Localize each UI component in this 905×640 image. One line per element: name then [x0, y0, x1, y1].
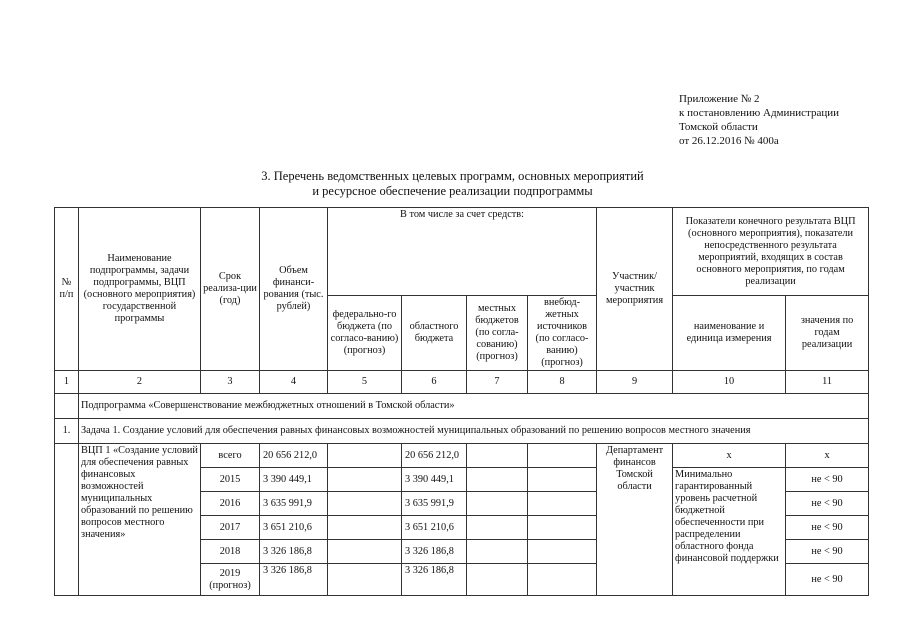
header-participant: Участник/ участник мероприятия	[597, 208, 673, 371]
col-number: 3	[201, 371, 260, 394]
row-volume: 3 390 449,1	[260, 468, 328, 492]
row-ind-value: х	[786, 444, 869, 468]
row-term: 2019 (прогноз)	[201, 564, 260, 596]
row-term: 2016	[201, 492, 260, 516]
row-ind-value: не < 90	[786, 468, 869, 492]
row-extra	[528, 492, 597, 516]
appendix-line: от 26.12.2016 № 400а	[679, 135, 779, 147]
vcp-num-cell	[55, 444, 79, 596]
task-num: 1.	[55, 419, 79, 444]
row-ind-value: не < 90	[786, 516, 869, 540]
document-title	[100, 169, 805, 199]
header-term: Срок реализа-ции (год)	[201, 208, 260, 371]
row-term: 2017	[201, 516, 260, 540]
vcp-participant: Департамент финансов Томской области	[597, 444, 673, 596]
vcp-indicator: Минимально гарантированный уровень расчетной бюджетной обеспеченности при распределении областного фонда финансовой поддержки	[673, 468, 786, 596]
header-ind-name: наименование и единица измерения	[673, 296, 786, 371]
col-number: 6	[402, 371, 467, 394]
row-regional: 3 390 449,1	[402, 468, 467, 492]
row-volume: 3 326 186,8	[260, 564, 328, 596]
row-regional: 3 635 991,9	[402, 492, 467, 516]
header-federal: федерально-го бюджета (по согласо-ванию) (прогноз)	[328, 296, 402, 371]
appendix-line: Приложение № 2	[679, 93, 760, 105]
row-federal	[328, 468, 402, 492]
row-local	[467, 468, 528, 492]
vcp-name: ВЦП 1 «Создание условий для обеспечения равных финансовых возможностей муниципальных образований по решению вопросов местного значения»	[79, 444, 201, 596]
row-federal	[328, 516, 402, 540]
row-federal	[328, 492, 402, 516]
col-number: 10	[673, 371, 786, 394]
row-regional: 3 326 186,8	[402, 540, 467, 564]
row-ind-value: не < 90	[786, 492, 869, 516]
subprogram-title: Подпрограмма «Совершенствование межбюджетных отношений в Томской области»	[79, 394, 869, 419]
row-regional: 3 326 186,8	[402, 564, 467, 596]
col-number: 4	[260, 371, 328, 394]
header-including: В том числе за счет средств:	[328, 208, 597, 296]
row-local	[467, 540, 528, 564]
appendix-line: к постановлению Администрации	[679, 107, 840, 119]
row-extra	[528, 540, 597, 564]
row-volume: 3 651 210,6	[260, 516, 328, 540]
row-ind-value: не < 90	[786, 540, 869, 564]
task-title: Задача 1. Создание условий для обеспечения равных финансовых возможностей муниципальных образований по решению вопросов местного значения	[79, 419, 869, 444]
col-number: 11	[786, 371, 869, 394]
row-extra	[528, 564, 597, 596]
row-extra	[528, 444, 597, 468]
programs-table	[54, 207, 869, 596]
row-regional: 20 656 212,0	[402, 444, 467, 468]
appendix-line: Томской области	[679, 121, 758, 133]
row-local	[467, 516, 528, 540]
row-term: 2015	[201, 468, 260, 492]
row-federal	[328, 564, 402, 596]
appendix-block	[679, 92, 839, 148]
row-local	[467, 564, 528, 596]
row-volume: 3 635 991,9	[260, 492, 328, 516]
row-regional: 3 651 210,6	[402, 516, 467, 540]
header-regional: областного бюджета	[402, 296, 467, 371]
col-number: 9	[597, 371, 673, 394]
row-volume: 20 656 212,0	[260, 444, 328, 468]
row-local	[467, 492, 528, 516]
row-extra	[528, 468, 597, 492]
subprogram-num-cell	[55, 394, 79, 419]
row-term: 2018	[201, 540, 260, 564]
row-term: всего	[201, 444, 260, 468]
header-ind-values: значения по годам реализации	[786, 296, 869, 371]
row-local	[467, 444, 528, 468]
col-number: 1	[55, 371, 79, 394]
row-ind-value: не < 90	[786, 564, 869, 596]
row-extra	[528, 516, 597, 540]
header-extra: внебюд-жетных источников (по согласо-ванию) (прогноз)	[528, 296, 597, 371]
row-federal	[328, 444, 402, 468]
header-volume: Объем финанси-рования (тыс. рублей)	[260, 208, 328, 371]
row-federal	[328, 540, 402, 564]
header-indicators: Показатели конечного результата ВЦП (основного мероприятия), показатели непосредственного результата мероприятий, входящих в состав основного мероприятия, по годам реализации	[673, 208, 869, 296]
row-volume: 3 326 186,8	[260, 540, 328, 564]
header-num: № п/п	[55, 208, 79, 371]
title-line: 3. Перечень ведомственных целевых программ, основных мероприятий	[261, 169, 644, 183]
title-line: и ресурсное обеспечение реализации подпрограммы	[312, 184, 593, 198]
col-number: 2	[79, 371, 201, 394]
header-local: местных бюджетов (по согла-сованию) (прогноз)	[467, 296, 528, 371]
row-ind-name: х	[673, 444, 786, 468]
col-number: 8	[528, 371, 597, 394]
col-number: 5	[328, 371, 402, 394]
col-number: 7	[467, 371, 528, 394]
header-name: Наименование подпрограммы, задачи подпрограммы, ВЦП (основного мероприятия) государственной программы	[79, 208, 201, 371]
